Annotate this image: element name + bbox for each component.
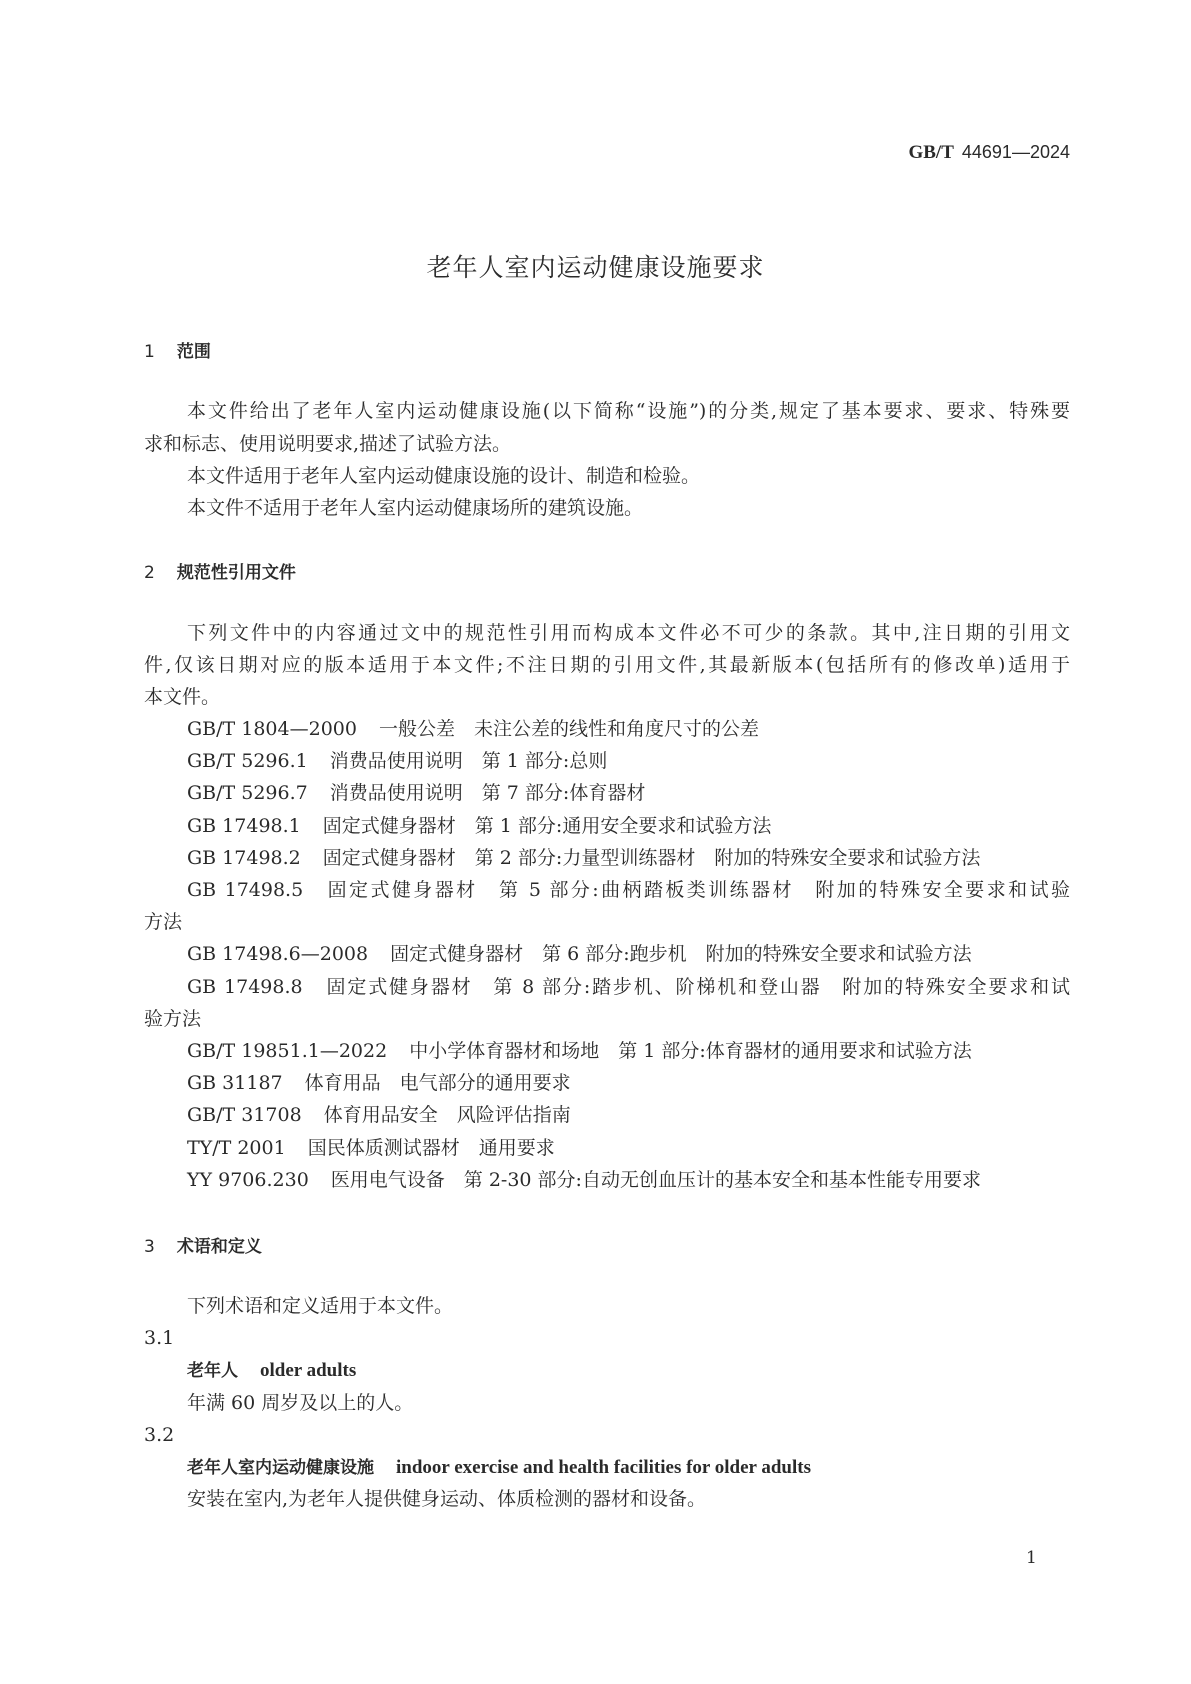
term-zh: 老年人: [187, 1361, 238, 1381]
section-number: 3: [144, 1237, 155, 1257]
reference-item: [187, 975, 1070, 999]
paragraph-line: 件,仅该日期对应的版本适用于本文件;不注日期的引用文件,其最新版本(包括所有的修改单)适用于: [144, 654, 1070, 676]
reference-item: [187, 717, 759, 741]
reference-title: 固定式健身器材 第 1 部分:通用安全要求和试验方法: [322, 814, 772, 837]
paragraph-line: 下列术语和定义适用于本文件。: [187, 1295, 454, 1317]
paragraph-line: 下列文件中的内容通过文中的规范性引用而构成本文件必不可少的条款。其中,注日期的引用文: [187, 622, 1070, 644]
section-number: 2: [144, 563, 155, 583]
section-title: 规范性引用文件: [176, 563, 296, 583]
section-number: 1: [144, 342, 155, 362]
reference-item-continuation: 验方法: [144, 1007, 202, 1030]
reference-code: GB/T 31708: [187, 1104, 302, 1127]
reference-code: GB/T 19851.1—2022: [187, 1040, 388, 1062]
reference-code: GB 17498.8: [187, 975, 303, 998]
reference-title: 体育用品 电气部分的通用要求: [304, 1072, 571, 1095]
reference-item: [187, 1136, 555, 1160]
term-en: older adults: [260, 1360, 357, 1381]
reference-title: 消费品使用说明 第 7 部分:体育器材: [329, 782, 646, 805]
reference-title: 体育用品安全 风险评估指南: [323, 1104, 571, 1127]
reference-title: 固定式健身器材 第 6 部分:跑步机 附加的特殊安全要求和试验方法: [390, 943, 972, 966]
reference-item: [187, 1039, 972, 1063]
standard-code-number: 44691—2024: [961, 142, 1070, 162]
paragraph-line: 求和标志、使用说明要求,描述了试验方法。: [144, 433, 512, 455]
reference-item: [187, 846, 980, 870]
section-title: 范围: [176, 342, 211, 362]
standard-code: [908, 142, 1070, 164]
reference-code: GB 17498.2: [187, 846, 301, 869]
term-zh: 老年人室内运动健康设施: [187, 1458, 374, 1478]
reference-code: GB 17498.1: [187, 814, 301, 837]
reference-title: 消费品使用说明 第 1 部分:总则: [329, 750, 608, 773]
term-definition: 年满 60 周岁及以上的人。: [187, 1392, 414, 1414]
reference-item: [187, 878, 1070, 902]
reference-item-continuation: 方法: [144, 911, 183, 934]
term-definition: 安装在室内,为老年人提供健身运动、体质检测的器材和设备。: [187, 1488, 707, 1510]
paragraph-line: 本文件。: [144, 686, 221, 708]
paragraph-line: 本文件不适用于老年人室内运动健康场所的建筑设施。: [187, 497, 644, 519]
section-2-heading: [144, 561, 296, 585]
reference-code: GB/T 5296.7: [187, 782, 308, 805]
reference-title: 中小学体育器材和场地 第 1 部分:体育器材的通用要求和试验方法: [409, 1040, 972, 1062]
section-title: 术语和定义: [176, 1237, 262, 1257]
reference-item: [187, 749, 607, 773]
reference-item: [187, 1168, 981, 1192]
reference-title: 一般公差 未注公差的线性和角度尺寸的公差: [378, 718, 759, 740]
reference-code: GB/T 1804—2000: [187, 718, 357, 740]
reference-code: GB 31187: [187, 1072, 283, 1095]
reference-code: GB 17498.6—2008: [187, 943, 369, 966]
paragraph-line: 本文件给出了老年人室内运动健康设施(以下简称“设施”)的分类,规定了基本要求、要求、特殊要: [187, 400, 1070, 422]
term-number: 3.2: [144, 1424, 175, 1446]
page-number: 1: [1026, 1548, 1037, 1568]
reference-item: [187, 942, 972, 966]
reference-title: 固定式健身器材 第 8 部分:踏步机、阶梯机和登山器 附加的特殊安全要求和试: [324, 975, 1070, 998]
section-1-heading: [144, 340, 211, 364]
reference-item: [187, 781, 645, 805]
reference-title: 固定式健身器材 第 5 部分:曲柄踏板类训练器材 附加的特殊安全要求和试验: [325, 879, 1071, 901]
term-number: 3.1: [144, 1327, 175, 1349]
section-3-heading: [144, 1235, 262, 1259]
reference-title: 医用电气设备 第 2-30 部分:自动无创血压计的基本安全和基本性能专用要求: [330, 1168, 981, 1191]
term-en: indoor exercise and health facilities for older adults: [396, 1457, 812, 1478]
reference-title: 固定式健身器材 第 2 部分:力量型训练器材 附加的特殊安全要求和试验方法: [322, 846, 981, 869]
reference-item: [187, 1071, 571, 1095]
paragraph-line: 本文件适用于老年人室内运动健康设施的设计、制造和检验。: [187, 465, 701, 487]
reference-item: [187, 1103, 571, 1127]
reference-code: GB/T 5296.1: [187, 750, 308, 773]
term-entry: [187, 1455, 811, 1479]
standard-code-prefix: GB/T: [908, 142, 954, 163]
reference-item: [187, 814, 771, 838]
reference-code: GB 17498.5: [187, 879, 304, 901]
term-entry: [187, 1358, 356, 1382]
reference-code: TY/T 2001: [187, 1136, 286, 1159]
reference-code: YY 9706.230: [187, 1168, 309, 1191]
document-title: 老年人室内运动健康设施要求: [426, 253, 765, 282]
reference-title: 国民体质测试器材 通用要求: [307, 1136, 555, 1159]
